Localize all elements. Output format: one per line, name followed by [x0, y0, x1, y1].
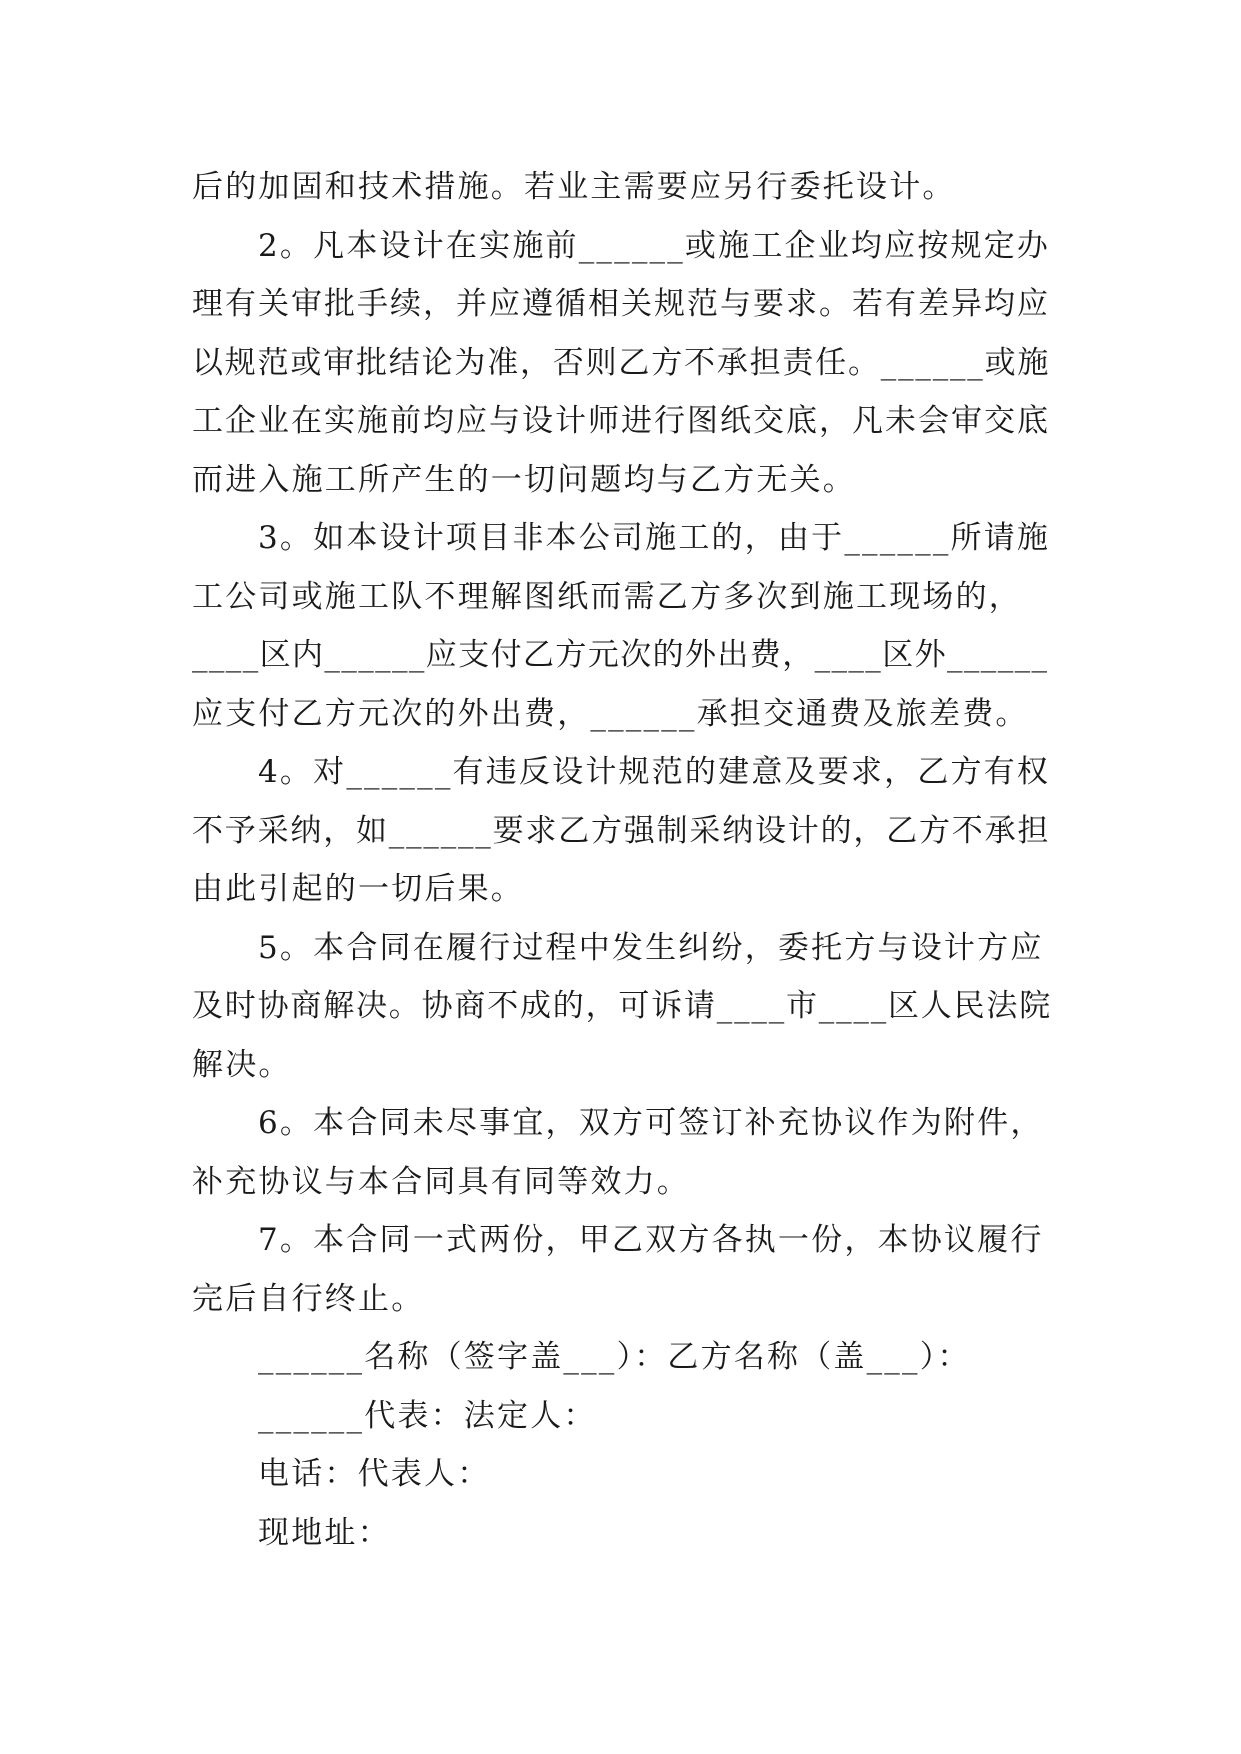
text-line: ______名称（签字盖___）：乙方名称（盖___）：: [258, 1339, 971, 1375]
text-line: 电话：代表人：: [258, 1456, 491, 1492]
text-line: 不予采纳，如______要求乙方强制采纳设计的，乙方不承担: [192, 812, 1051, 849]
text-line: 工企业在实施前均应与设计师进行图纸交底，凡未会审交底: [192, 403, 1050, 439]
text-line: 现地址：: [258, 1514, 391, 1551]
text-line: 解决。: [192, 1046, 292, 1083]
text-line: 7。本合同一式两份，甲乙双方各执一份，本协议履行: [258, 1222, 1044, 1258]
text-line: 由此引起的一切后果。: [192, 871, 524, 907]
text-line: 以规范或审批结论为准，否则乙方不承担责任。______或施: [192, 344, 1051, 381]
text-line: ______代表：法定人：: [258, 1397, 597, 1434]
text-line: 补充协议与本合同具有同等效力。: [192, 1163, 690, 1200]
text-line: 后的加固和技术措施。若业主需要应另行委托设计。: [192, 169, 956, 205]
text-line: 3。如本设计项目非本公司施工的，由于______所请施: [258, 520, 1051, 556]
text-line: 2。凡本设计在实施前______或施工企业均应按规定办: [258, 227, 1051, 264]
text-line: 及时协商解决。协商不成的，可诉请____市____区人民法院: [192, 988, 1052, 1024]
text-line: 4。对______有违反设计规范的建意及要求，乙方有权: [258, 754, 1051, 790]
text-line: 5。本合同在履行过程中发生纠纷，委托方与设计方应: [258, 929, 1044, 966]
text-line: 6。本合同未尽事宜，双方可签订补充协议作为附件，: [258, 1105, 1044, 1141]
text-line: ____区内______应支付乙方元次的外出费，____区外______: [192, 637, 1049, 673]
text-line: 而进入施工所产生的一切问题均与乙方无关。: [192, 461, 856, 498]
text-line: 完后自行终止。: [192, 1280, 425, 1317]
contract-body: [192, 158, 1054, 1562]
text-line: 理有关审批手续，并应遵循相关规范与要求。若有差异均应: [192, 286, 1050, 322]
text-line: 应支付乙方元次的外出费，______承担交通费及旅差费。: [192, 695, 1029, 732]
text-line: 工公司或施工队不理解图纸而需乙方多次到施工现场的，: [192, 578, 1022, 615]
